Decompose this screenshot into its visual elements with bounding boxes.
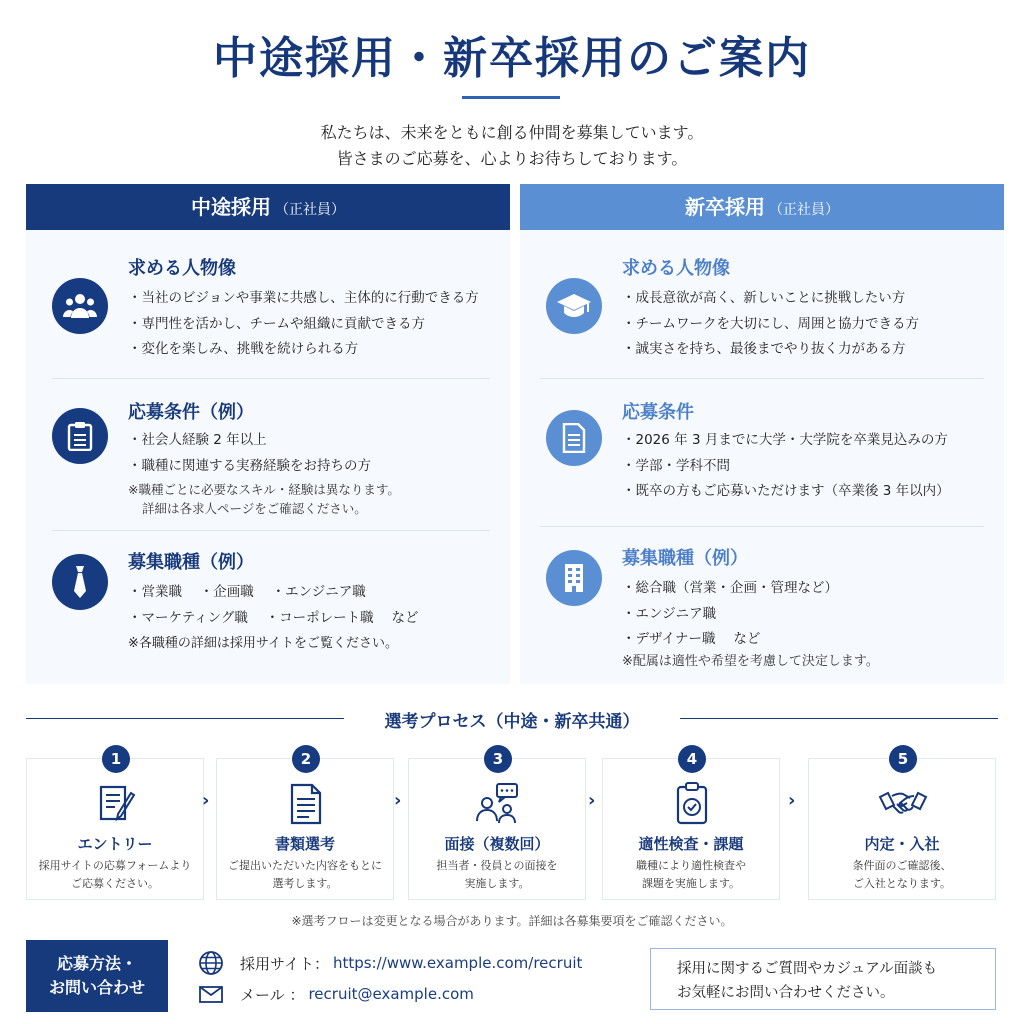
chevron-right-icon: › (202, 790, 210, 811)
step-description (603, 857, 779, 893)
midcareer-positions-section (26, 532, 510, 682)
step-description (409, 857, 585, 893)
step-desc-line: 課題を実施します。 (641, 877, 741, 890)
list-item: ・ 専門性を活かし、チームや組織に貢献できる方 (128, 312, 479, 338)
list-item: ・ 2026 年 3 月までに大学・大学院を卒業見込みの方 (622, 428, 950, 454)
newgrad-positions-section (520, 528, 1004, 684)
entry-form-icon (91, 779, 141, 829)
newgrad-header (520, 184, 1004, 230)
midcareer-persona-section (26, 230, 510, 380)
newgrad-persona-heading: 求める人物像 (622, 258, 730, 279)
step-desc-line: ご応募ください。 (71, 877, 159, 890)
step-title: 内定・入社 (864, 835, 940, 853)
building-icon (546, 550, 602, 606)
interview-icon (473, 779, 523, 829)
globe-icon (198, 950, 224, 976)
newgrad-persona-section (520, 230, 1004, 380)
step-desc-line: 選考します。 (272, 877, 338, 890)
section-divider (540, 526, 984, 527)
step-desc-line: 実施します。 (464, 877, 530, 890)
list-item: ・ 職種に関連する実務経験をお持ちの方 (128, 454, 371, 480)
midcareer-positions-list (128, 580, 418, 657)
page-title: 中途採用・新卒採用のご案内 (213, 33, 811, 84)
process-step-5 (808, 750, 996, 900)
chevron-right-icon: › (394, 790, 402, 811)
necktie-icon (52, 554, 108, 610)
step-desc-line: ご入社となります。 (852, 877, 952, 890)
list-item: ・ 既卒の方もご応募いただけます（卒業後 3 年以内） (622, 479, 950, 505)
midcareer-requirements-heading: 応募条件（例） (128, 402, 254, 423)
intro-line-2: 皆さまのご応募を、心よりお待ちしております。 (336, 149, 688, 168)
intro-line-1: 私たちは、未来をともに創る仲間を募集しています。 (320, 123, 704, 142)
step-description (217, 857, 393, 893)
step-title: 書類選考 (274, 835, 335, 853)
clipboard-check-icon (667, 779, 717, 829)
apply-label-line: お問い合わせ (48, 978, 145, 997)
inquiry-info-box (650, 948, 996, 1010)
list-item: ・ エンジニア職 (622, 602, 838, 628)
title-underline (462, 96, 560, 99)
process-step-2 (216, 750, 394, 900)
step-title: 適性検査・課題 (638, 835, 744, 853)
step-desc-line: 採用サイトの応募フォームより (38, 859, 192, 872)
list-item: ・ デザイナー職 など (622, 627, 838, 653)
step-title: 面接（複数回） (444, 835, 550, 853)
newgrad-requirements-heading: 応募条件 (622, 402, 694, 423)
handshake-icon (878, 779, 928, 829)
midcareer-requirements-section (26, 380, 510, 530)
note-line: ※職種ごとに必要なスキル・経験は異なります。 (128, 482, 400, 497)
newgrad-persona-list (622, 286, 919, 363)
step-title: エントリー (77, 835, 153, 853)
midcareer-subtitle: （正社員） (275, 202, 345, 218)
newgrad-title: 新卒採用 (685, 195, 765, 219)
step-desc-line: 条件面のご確認後、 (852, 859, 952, 872)
midcareer-requirements-list (128, 428, 371, 479)
section-divider (52, 530, 490, 531)
clipboard-icon (52, 408, 108, 464)
midcareer-requirements-note (128, 480, 400, 518)
apply-label-line: 応募方法・ (56, 954, 137, 973)
step-desc-line: 職種により適性検査や (636, 859, 746, 872)
process-step-3 (408, 750, 586, 900)
list-item: ・ 変化を楽しみ、挑戦を続けられる方 (128, 337, 479, 363)
chevron-right-icon: › (788, 790, 796, 811)
process-step-4 (602, 750, 780, 900)
process-title: 選考プロセス（中途・新卒共通） (384, 712, 640, 732)
list-item: ・ 社会人経験 2 年以上 (128, 428, 371, 454)
midcareer-persona-heading: 求める人物像 (128, 258, 236, 279)
midcareer-positions-heading: 募集職種（例） (128, 552, 254, 573)
note-line: 詳細は各求人ページをご確認ください。 (142, 501, 367, 516)
step-desc-line: 担当者・役員との面接を (436, 859, 558, 872)
newgrad-panel (520, 184, 1004, 684)
email-link[interactable]: recruit@example.com (308, 985, 474, 1003)
info-line: お気軽にお問い合わせください。 (677, 985, 895, 1001)
list-item: ・ 当社のビジョンや事業に共感し、主体的に行動できる方 (128, 286, 479, 312)
list-item: ・営業職 ・企画職 ・エンジニア職 (128, 584, 366, 600)
apply-contact-label (26, 940, 168, 1012)
recruit-site-link[interactable]: https://www.example.com/recruit (332, 954, 583, 972)
graduation-cap-icon (546, 278, 602, 334)
list-item: ・ 成長意欲が高く、新しいことに挑戦したい方 (622, 286, 919, 312)
newgrad-requirements-section (520, 380, 1004, 530)
list-item: ・ チームワークを大切にし、周囲と協力できる方 (622, 312, 919, 338)
midcareer-positions-note: ※各職種の詳細は採用サイトをご覧ください。 (128, 636, 398, 651)
step-number: 2 (292, 745, 320, 773)
midcareer-header (26, 184, 510, 230)
newgrad-positions-note: ※配属は適性や希望を考慮して決定します。 (622, 654, 879, 669)
process-note: ※選考フローは変更となる場合があります。詳細は各募集要項をご確認ください。 (291, 914, 733, 928)
midcareer-title: 中途採用 (191, 195, 271, 219)
process-step-1 (26, 750, 204, 900)
site-label: 採用サイト： (240, 954, 329, 973)
people-group-icon (52, 278, 108, 334)
step-desc-line: ご提出いただいた内容をもとに (228, 859, 382, 872)
midcareer-panel (26, 184, 510, 684)
list-item: ・ 総合職（営業・企画・管理など） (622, 576, 838, 602)
recruit-site-row (198, 950, 582, 976)
step-number: 3 (484, 745, 512, 773)
document-icon (546, 410, 602, 466)
newgrad-positions-list (622, 576, 838, 653)
intro-text (0, 120, 1024, 172)
list-item: ・マーケティング職 ・コーポレート職 など (128, 609, 419, 626)
step-number: 1 (102, 745, 130, 773)
list-item: ・ 誠実さを持ち、最後までやり抜く力がある方 (622, 337, 919, 363)
chevron-right-icon: › (588, 790, 596, 811)
document-icon (281, 779, 331, 829)
newgrad-requirements-list (622, 428, 950, 505)
step-number: 4 (678, 745, 706, 773)
section-divider (540, 378, 984, 379)
step-description (27, 857, 203, 893)
newgrad-positions-heading: 募集職種（例） (622, 548, 748, 569)
mail-label: メール ： (240, 985, 305, 1004)
section-divider (52, 378, 490, 379)
info-line: 採用に関するご質問やカジュアル面談も (677, 961, 938, 977)
midcareer-persona-list (128, 286, 479, 363)
mail-icon (198, 981, 224, 1007)
email-row (198, 981, 474, 1007)
step-number: 5 (889, 745, 917, 773)
list-item: ・ 学部・学科不問 (622, 454, 950, 480)
newgrad-subtitle: （正社員） (769, 202, 839, 218)
step-description (809, 857, 995, 893)
